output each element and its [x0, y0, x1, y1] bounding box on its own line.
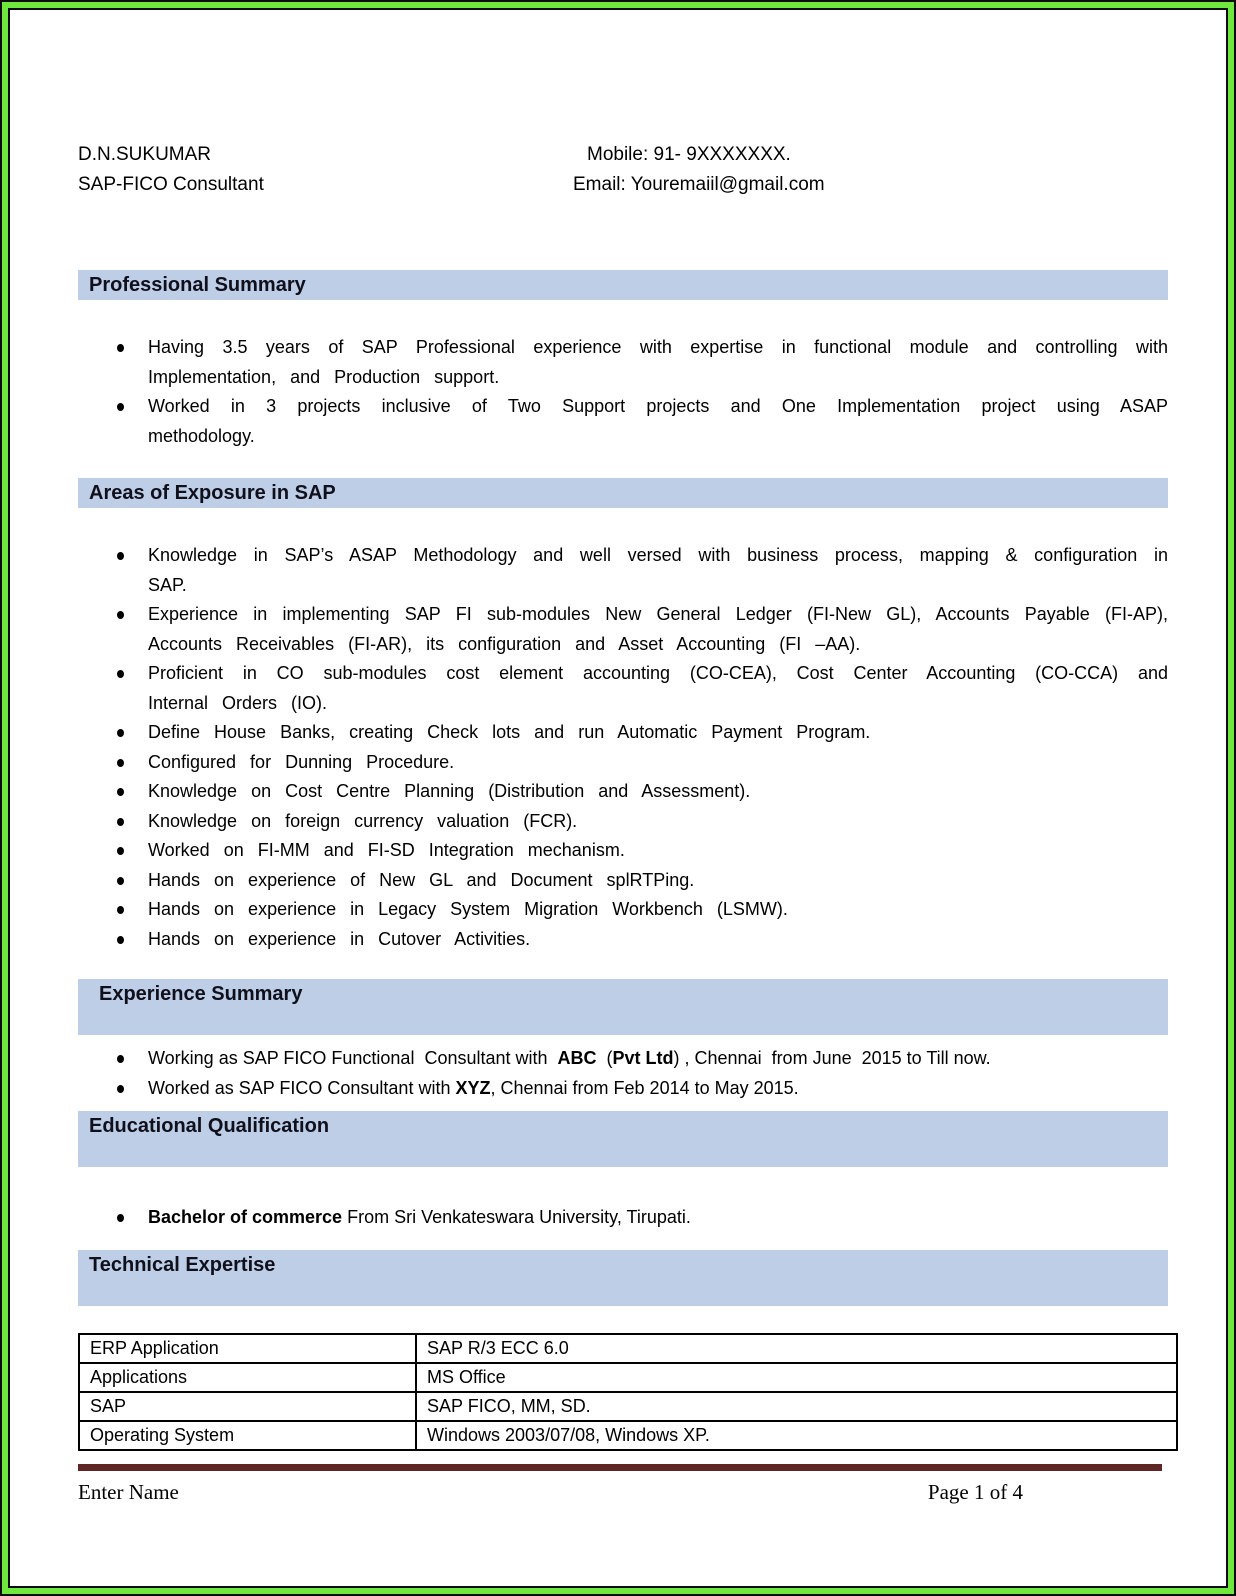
bullet-dot-icon — [117, 344, 124, 352]
table-label-cell: Applications — [79, 1363, 416, 1392]
bullet-item — [115, 600, 1168, 659]
bullet-text: Hands on experience of New GL and Document splRTPing. — [148, 869, 695, 890]
professional-summary-list — [78, 333, 1168, 451]
bullet-text: Experience in implementing SAP FI sub-modules New General Ledger (FI-New GL), Accounts Payable (FI-AP), Accounts Receivables (FI-AR), its configuration and Asset Accounting (FI –AA). — [148, 604, 1168, 654]
table-row — [79, 1392, 1177, 1421]
bullet-text: Bachelor of commerce From Sri Venkateswara University, Tirupati. — [148, 1207, 691, 1227]
bullet-item — [115, 333, 1168, 392]
table-value-cell: MS Office — [416, 1363, 1177, 1392]
bullet-text: Working as SAP FICO Functional Consultant with ABC (Pvt Ltd) , Chennai from June 2015 to Till now. — [148, 1048, 991, 1068]
section-heading-technical-expertise: Technical Expertise — [78, 1250, 1168, 1306]
bullet-dot-icon — [117, 818, 124, 826]
contact-right-column — [573, 140, 825, 200]
bullet-text: Knowledge in SAP’s ASAP Methodology and well versed with business process, mapping & configuration in SAP. — [148, 545, 1168, 595]
candidate-name: D.N.SUKUMAR — [78, 144, 212, 165]
table-row — [79, 1334, 1177, 1363]
bullet-item — [115, 925, 1168, 955]
bullet-dot-icon — [117, 877, 124, 885]
bullet-text: Knowledge on Cost Centre Planning (Distribution and Assessment). — [148, 781, 751, 801]
contact-header — [78, 140, 1168, 200]
bullet-dot-icon — [117, 670, 124, 678]
bullet-item — [115, 866, 1168, 896]
footer-name: Enter Name — [78, 1479, 179, 1504]
table-label-cell: ERP Application — [79, 1334, 416, 1363]
section-heading-experience-summary: Experience Summary — [78, 979, 1168, 1035]
resume-content — [10, 10, 1226, 1505]
areas-of-exposure-list — [78, 541, 1168, 954]
bullet-text: Define House Banks, creating Check lots and run Automatic Payment Program. — [148, 722, 871, 742]
bullet-dot-icon — [117, 729, 124, 737]
footer-rule — [78, 1464, 1162, 1471]
table-value-cell: Windows 2003/07/08, Windows XP. — [416, 1421, 1177, 1450]
table-label-cell: SAP — [79, 1392, 416, 1421]
bullet-dot-icon — [117, 847, 124, 855]
bullet-text: Proficient in CO sub-modules cost element accounting (CO-CEA), Cost Center Accounting (CO-CCA) and Internal Orders (IO). — [148, 663, 1168, 713]
section-heading-areas-of-exposure: Areas of Exposure in SAP — [78, 478, 1168, 508]
email-line: Email: Youremaiil@gmail.com — [573, 174, 825, 195]
bullet-item — [115, 1203, 1168, 1233]
footer-page-number: Page 1 of 4 — [927, 1479, 1023, 1504]
bullet-dot-icon — [117, 759, 124, 767]
table-row — [79, 1363, 1177, 1392]
bullet-item — [115, 392, 1168, 451]
bullet-text: Configured for Dunning Procedure. — [148, 751, 455, 772]
bullet-dot-icon — [117, 936, 124, 944]
bullet-item — [115, 836, 1168, 866]
table-row — [79, 1421, 1177, 1450]
contact-left-column — [78, 140, 573, 200]
bullet-text: Worked on FI-MM and FI-SD Integration mechanism. — [148, 840, 625, 860]
bullet-item — [115, 718, 1168, 748]
technical-expertise-table — [78, 1333, 1178, 1451]
bullet-text: Knowledge on foreign currency valuation (FCR). — [148, 810, 578, 831]
bullet-text: Worked in 3 projects inclusive of Two Support projects and One Implementation project using ASAP methodology. — [148, 396, 1168, 446]
resume-page — [8, 8, 1228, 1588]
bullet-text: Worked as SAP FICO Consultant with XYZ, Chennai from Feb 2014 to May 2015. — [148, 1077, 799, 1098]
bullet-dot-icon — [117, 1055, 124, 1063]
educational-qualification-list — [78, 1203, 1168, 1233]
bullet-item — [115, 807, 1168, 837]
table-label-cell: Operating System — [79, 1421, 416, 1450]
bullet-dot-icon — [117, 1214, 124, 1222]
bullet-dot-icon — [117, 552, 124, 560]
bullet-item — [115, 748, 1168, 778]
bullet-dot-icon — [117, 1085, 124, 1093]
bullet-item — [115, 659, 1168, 718]
bullet-dot-icon — [117, 403, 124, 411]
bullet-dot-icon — [117, 788, 124, 796]
bullet-item — [115, 777, 1168, 807]
bullet-text: Hands on experience in Legacy System Migration Workbench (LSMW). — [148, 899, 788, 919]
candidate-title: SAP-FICO Consultant — [78, 174, 264, 195]
bullet-item — [115, 541, 1168, 600]
bullet-item — [115, 1074, 1168, 1104]
bullet-dot-icon — [117, 906, 124, 914]
bullet-text: Hands on experience in Cutover Activities. — [148, 928, 531, 949]
bullet-dot-icon — [117, 611, 124, 619]
section-heading-professional-summary: Professional Summary — [78, 270, 1168, 300]
experience-summary-list — [78, 1044, 1168, 1103]
table-value-cell: SAP R/3 ECC 6.0 — [416, 1334, 1177, 1363]
bullet-item — [115, 895, 1168, 925]
bullet-text: Having 3.5 years of SAP Professional experience with expertise in functional module and controlling with Implementation, and Production support. — [148, 337, 1168, 387]
page-footer — [78, 1480, 1168, 1505]
page-border-green — [2, 2, 1234, 1594]
mobile-line: Mobile: 91- 9XXXXXXX. — [587, 144, 791, 165]
bullet-item — [115, 1044, 1168, 1074]
table-value-cell: SAP FICO, MM, SD. — [416, 1392, 1177, 1421]
section-heading-educational-qualification: Educational Qualification — [78, 1111, 1168, 1167]
